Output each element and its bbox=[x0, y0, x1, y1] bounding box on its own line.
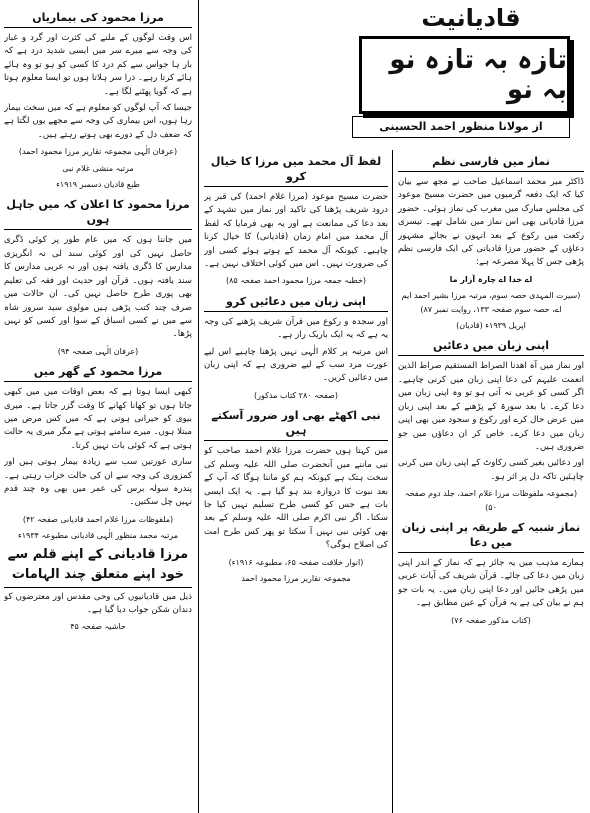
reference: (صفحہ ۲۸۰ کتاب مذکور) bbox=[254, 390, 338, 400]
article-heading: نبی اکھٹے بھی اور ضرور آسکتے ہیں bbox=[204, 408, 388, 441]
article-paragraph: اس وقت لوگوں کے ملنے کی کثرت اور گرد و غبار کی وجہ سے میرے سر میں ایسی شدید درد ہے کہ بار ہا جواس سے کم درد کا کسی کو ہو تو وہ ہائے ہائے کرتا رہے۔ ذرا سر ہلاتا ہوں تو ایسا معلوم ہوتا ہے کہ گویا پھٹنے لگا ہے۔ bbox=[4, 33, 192, 97]
left-column bbox=[4, 4, 192, 810]
reference: (عرفان الٰہی مجموعہ تقاریر مرزا محمود احمد) bbox=[18, 147, 178, 157]
article-paragraph: اور نماز میں آہ اھدنا الصراط المستقیم صراط الذین انعمت علیہم کی دعا اپنی زبان میں کرنی چاہیے۔ اگر کسی کو عربی نہ آتی ہو تو وہ اپنی زبان میں دعا کرے۔ یا بعد سورۃ کے پڑھنے کے بعد اپنی زبان میں عرض حال کرے اور رکوع و سجود میں بھی اپنی زبان میں دعا کرے۔ خاص کر ان دعاؤں میں جو ضروری ہیں۔ bbox=[398, 361, 584, 452]
reference: طبع قادیان دسمبر ۱۹۱۹ء bbox=[56, 180, 140, 190]
reference: مجموعہ تقاریر مرزا محمود احمد bbox=[241, 573, 351, 583]
article-heading: نماز شبیہ کے طریقہ پر اپنی زبان میں دعا bbox=[398, 520, 584, 553]
reference: (ملفوظات مرزا غلام احمد قادیانی صفحہ ۴۲) bbox=[22, 514, 174, 524]
subtitle-box bbox=[359, 36, 570, 114]
reference: (کتاب مذکور صفحہ ۷۶) bbox=[451, 615, 531, 625]
reference: (سیرت المہدی حصہ سوم، مرتبہ مرزا بشیر احمد ایم اے، حصہ سوم صفحہ ۱۳۳، روایت نمبر ۸۷) bbox=[401, 291, 581, 314]
reference: (مجموعہ ملفوظات مرزا غلام احمد، جلد دوم صفحہ ۵۰) bbox=[404, 489, 578, 512]
article-heading: لفظ آل محمد میں مرزا کا خیال کرو bbox=[204, 154, 388, 187]
author-byline: از مولانا منظور احمد الحسینی bbox=[352, 116, 570, 138]
article-paragraph: ذیل میں قادیانیوں کی وحی مقدس اور معترضوں کو دندان شکن جواب دیا گیا ہے۔ bbox=[4, 591, 192, 615]
article-heading: اپنی زبان میں دعائیں کرو bbox=[204, 294, 388, 312]
article-heading: اپنی زبان میں دعائیں bbox=[398, 338, 584, 356]
column-divider-right bbox=[392, 150, 393, 813]
bold-heading: خود اپنے متعلق چند الہامات bbox=[11, 566, 185, 582]
article-paragraph: ساری عورتیں سب سے زیادہ بیمار ہوتی ہیں اور کمزوری کی وجہ سے ان کی حالت خراب رہتی ہے۔ پندرہ سولہ برس کی عمر میں بھی وہ چند قدم نہیں چل سکتیں۔ bbox=[4, 457, 192, 508]
article-paragraph: میں جاننا ہوں کہ میں عام طور پر کوئی ڈگری حاصل نہیں کی اور کوئی سند لی نہ انگریزی مدارس کا ڈگری یافتہ ہوں اور نہ عربی مدارس کا سند یافتہ ہوں۔ قرآن اور حدیث اور فقہ کی تعلیم بھی پوری طرح حاصل نہیں کی۔ ان حالات میں صرف چند کتب پڑھی ہیں مولوی سید سرور شاہ سے میں نے کسی اسباق کے سوا اور کسی کو نہیں پڑھا۔ bbox=[4, 235, 192, 340]
article-paragraph: حضرت مسیح موعود (مرزا غلام احمد) کی قبر پر درود شریف پڑھنا کی تاکید اور نماز میں تشہد کے بعد دعا کی ممانعت ہے اور یہ بھی فرمایا کہ لفظ آل محمد میں امام زمان (قادیانی) کا خیال کرنا چاہیے۔ کیونکہ آل محمد کے ہوتے ہوئے کسی اور کی ضرورت نہیں۔ اس میں کوئی اختلاف نہیں ہے۔ bbox=[204, 192, 388, 270]
article-paragraph: کبھی ایسا ہوتا ہے کہ بعض اوقات میں میں کبھی جاتا ہوں تو کھانا کھانے کا وقت گزر جاتا ہے۔ میری بیوی کو حیرانی ہوتی ہے کہ میں کس مرض میں مبتلا ہوں۔ میرے سامنے ہوتی ہے مگر میری یہ حالت ہوتی ہے کہ کوئی بات نہیں کرتا۔ bbox=[4, 387, 192, 451]
article-paragraph: جیسا کہ آپ لوگوں کو معلوم ہے کہ میں سخت بیمار رہا ہوں، اس بیماری کی وجہ سے مجھے یوں لگتا ہے کہ ضعف دل کے دورے بھی ہوتے رہتے ہیں۔ bbox=[4, 103, 192, 140]
reference: حاشیہ صفحہ ۴۵ bbox=[70, 622, 126, 632]
reference: مرتبہ منشی غلام نبی bbox=[62, 163, 134, 173]
reference: اپریل ۱۹۳۹ء (قادیان) bbox=[456, 321, 526, 331]
right-column bbox=[398, 148, 584, 808]
article-paragraph: اس مرتبہ پر کلام الٰہی نہیں پڑھنا چاہیے اس لیے عورت مرد سب کے لیے ضروری ہے کہ اپنی زبان میں دعائیں کریں۔ bbox=[204, 346, 388, 384]
reference: مرتبہ محمد منظور الٰہی قادیانی مطبوعہ ۱۹۳۴ء bbox=[17, 531, 179, 541]
middle-column bbox=[204, 148, 388, 808]
article-heading: مرزا محمود کے گھر میں bbox=[4, 364, 192, 382]
bold-heading: مرزا قادیانی کے اپنے قلم سے bbox=[7, 546, 189, 562]
article-heading: مرزا محمود کی بیماریاں bbox=[4, 10, 192, 28]
divider bbox=[4, 587, 192, 588]
article-heading: نماز میں فارسی نظم bbox=[398, 154, 584, 172]
article-paragraph: اور دعائیں بغیر کسی رکاوٹ کے اپنی زبان میں کرنی چاہئیں تاکہ دل پر اثر ہو۔ bbox=[398, 458, 584, 482]
reference: (انوار خلافت صفحہ ۶۵، مطبوعہ ۱۹۱۶ء) bbox=[228, 557, 364, 567]
reference: (خطبہ جمعہ مرزا محمود احمد صفحہ ۸۵) bbox=[225, 276, 367, 286]
column-divider-left bbox=[198, 0, 199, 813]
article-paragraph: اور سجدہ و رکوع میں قرآن شریف پڑھنے کی وجہ یہ ہے کہ یہ ایک باریک راز ہے۔ bbox=[204, 316, 388, 341]
page-title: قادیانیت bbox=[421, 4, 521, 32]
verse-line: اے خدا اے چارہ آزار ما bbox=[449, 274, 533, 284]
article-paragraph: میں کہتا ہوں حضرت مرزا غلام احمد صاحب کو نبی ماننے میں آنحضرت صلی اللہ علیہ وسلم کی سخت ہتک ہے کیونکہ ہم کو ماننا ہوگا کہ آپ کے بعد نبوت کا دروازہ بند ہو گیا ہے۔ یہ ایک ایسی بات ہے جس کو کسی طرح تسلیم نہیں کیا جا سکتا۔ اگر نبی اکرم صلی اللہ علیہ وسلم کے بعد بھی کوئی نبی نہیں آ سکتا تو پھر کس طرح امت کی اصلاح ہوگی؟ bbox=[204, 446, 388, 551]
reference: (عرفان الٰہی صفحہ ۹۴) bbox=[57, 346, 139, 356]
article-paragraph: ڈاکٹر میر محمد اسماعیل صاحب نے مجھ سے بیان کیا کہ ایک دفعہ گرمیوں میں حضرت مسیح موعود کی مجلس مبارک میں مغرب کی نماز ہوئی۔ حضور مرزا قادیانی بھی اس نماز میں شامل تھے۔ تیسری رکعت میں رکوع کے بعد انہوں نے بجائے مشہور دعاؤں کے حضور مرزا قادیانی کی ایک فارسی نظم پڑھی جس کا پہلا مصرعہ ہے: bbox=[398, 177, 584, 268]
article-heading: مرزا محمود کا اعلان کہ میں جاہل ہوں bbox=[4, 197, 192, 230]
article-paragraph: ہمارے مذہب میں یہ جائز ہے کہ نماز کے اندر اپنی زبان میں دعا کی جائے۔ قرآن شریف کی آیات عربی میں پڑھی جائیں اور دعا اپنی زبان میں۔ یہ بات جو ہم نے بیان کی ہے یہ قرآن کے عین مطابق ہے۔ bbox=[398, 557, 584, 609]
subtitle: تازہ بہ تازہ نو بہ نو bbox=[389, 45, 567, 105]
